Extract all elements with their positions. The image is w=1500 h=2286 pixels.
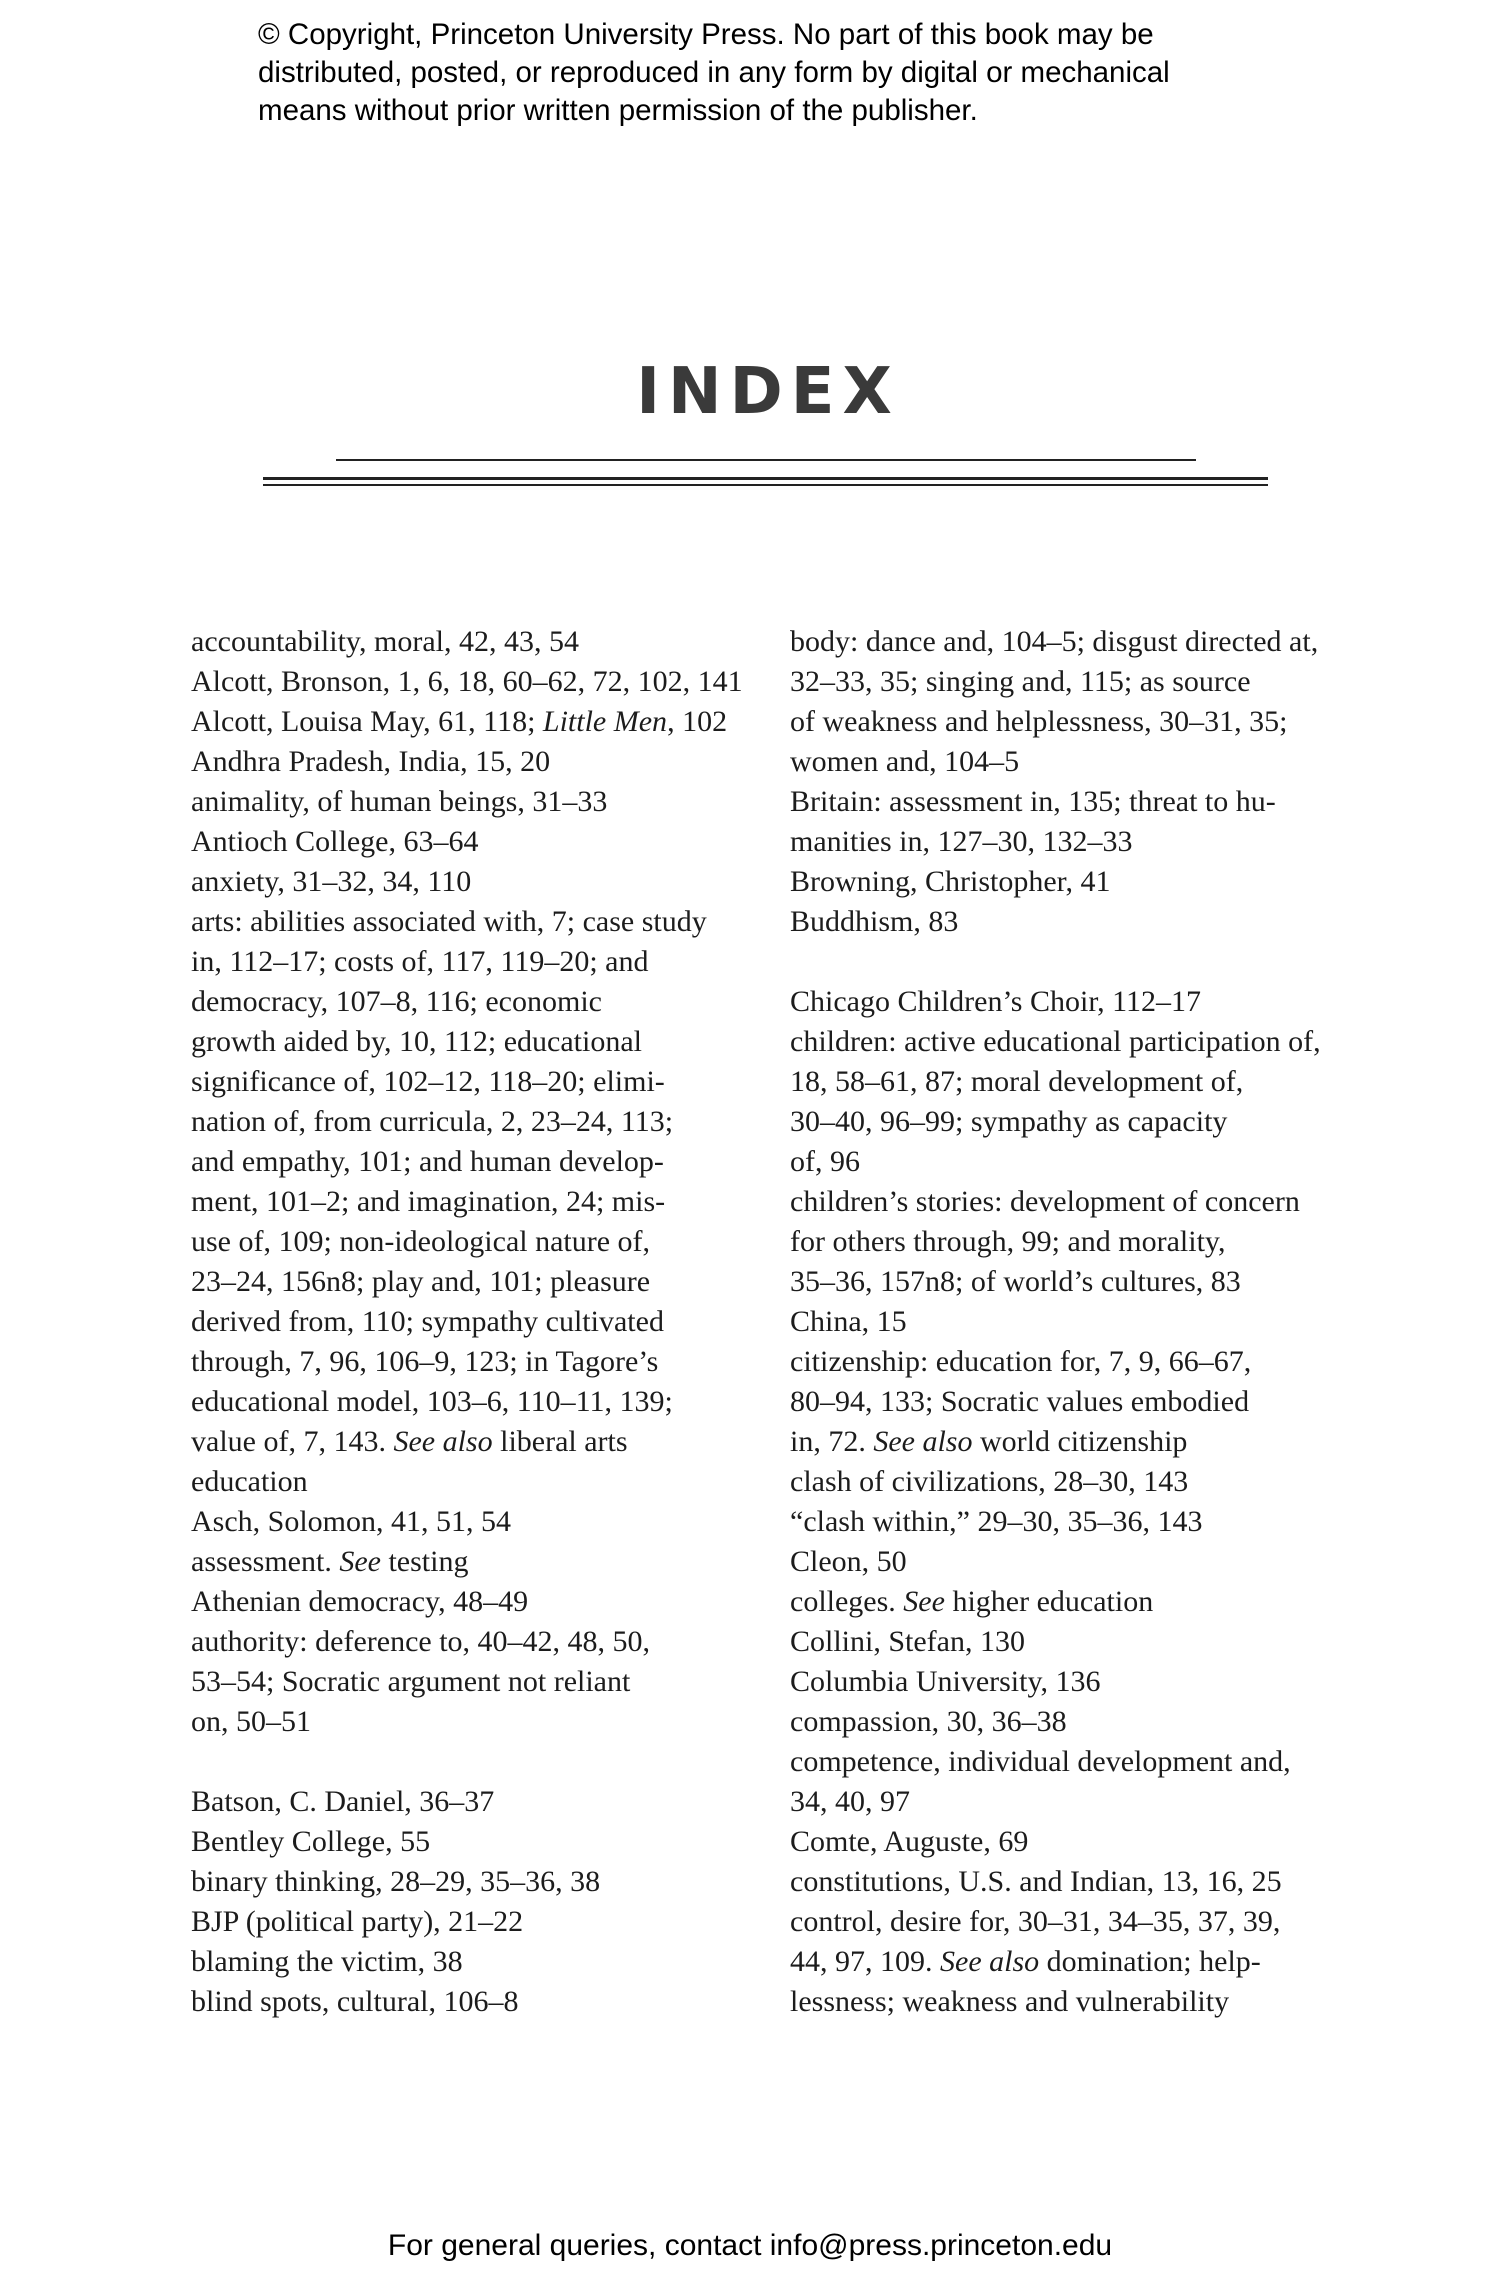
index-entry <box>790 1622 1370 1662</box>
letter-group-gap <box>790 942 1370 982</box>
index-entry-line: Comte, Auguste, 69 <box>790 1825 1029 1858</box>
index-entry <box>191 622 751 662</box>
index-entry-line: significance of, 102–12, 118–20; elimi- <box>191 1065 665 1098</box>
index-entry <box>790 1742 1370 1822</box>
index-entry-line: growth aided by, 10, 112; educational <box>191 1025 642 1058</box>
index-entry-line: clash of civilizations, 28–30, 143 <box>790 1465 1189 1498</box>
index-entry-line: women and, 104–5 <box>790 745 1020 778</box>
index-entry <box>191 1502 751 1542</box>
index-entry-line: 18, 58–61, 87; moral development of, <box>790 1065 1244 1098</box>
title-rule-double-bottom <box>263 484 1268 486</box>
index-entry-line: manities in, 127–30, 132–33 <box>790 825 1133 858</box>
index-entry <box>191 742 751 782</box>
index-entry-line: colleges. See higher education <box>790 1585 1154 1618</box>
title-rule-thin <box>336 459 1196 461</box>
index-entry-line: 23–24, 156n8; play and, 101; pleasure <box>191 1265 651 1298</box>
index-entry <box>790 1582 1370 1622</box>
index-entry-line: constitutions, U.S. and Indian, 13, 16, 25 <box>790 1865 1282 1898</box>
index-entry-line: nation of, from curricula, 2, 23–24, 113; <box>191 1105 674 1138</box>
index-entry-line: Athenian democracy, 48–49 <box>191 1585 529 1618</box>
index-entry-line: Browning, Christopher, 41 <box>790 865 1111 898</box>
index-entry-line: on, 50–51 <box>191 1705 311 1738</box>
index-entry <box>790 1662 1370 1702</box>
index-entry <box>191 1622 751 1742</box>
index-entry <box>790 1902 1370 2022</box>
index-entry <box>790 1502 1370 1542</box>
title-rule-double-top <box>263 477 1268 480</box>
index-entry <box>790 1342 1370 1462</box>
index-entry-line: lessness; weakness and vulnerability <box>790 1985 1230 2018</box>
index-entry-line: body: dance and, 104–5; disgust directed at, <box>790 625 1319 658</box>
index-entry <box>191 1902 751 1942</box>
index-entry <box>191 1942 751 1982</box>
index-entry <box>790 782 1370 862</box>
index-entry <box>191 862 751 902</box>
index-entry-line: use of, 109; non-ideological nature of, <box>191 1225 651 1258</box>
page-title: INDEX <box>636 355 900 429</box>
index-entry <box>790 902 1370 942</box>
index-entry-line: Batson, C. Daniel, 36–37 <box>191 1785 495 1818</box>
index-column-right <box>790 622 1370 2022</box>
index-entry-line: assessment. See testing <box>191 1545 469 1578</box>
index-entry-line: Asch, Solomon, 41, 51, 54 <box>191 1505 512 1538</box>
index-entry-line: animality, of human beings, 31–33 <box>191 785 608 818</box>
index-entry-line: in, 112–17; costs of, 117, 119–20; and <box>191 945 649 978</box>
index-entry-line: blind spots, cultural, 106–8 <box>191 1985 519 2018</box>
index-entry <box>191 1982 751 2022</box>
index-entry-line: derived from, 110; sympathy cultivated <box>191 1305 664 1338</box>
index-entry-line: children’s stories: development of concern <box>790 1185 1300 1218</box>
index-entry <box>790 1022 1370 1182</box>
index-entry-line: arts: abilities associated with, 7; case study <box>191 905 707 938</box>
index-entry-line: children: active educational participation of, <box>790 1025 1321 1058</box>
index-entry-line: control, desire for, 30–31, 34–35, 37, 39, <box>790 1905 1281 1938</box>
index-entry-line: in, 72. See also world citizenship <box>790 1425 1188 1458</box>
index-entry-line: 34, 40, 97 <box>790 1785 910 1818</box>
index-entry-line: binary thinking, 28–29, 35–36, 38 <box>191 1865 601 1898</box>
index-entry-line: Columbia University, 136 <box>790 1665 1101 1698</box>
index-entry-line: and empathy, 101; and human develop- <box>191 1145 664 1178</box>
index-entry <box>790 982 1370 1022</box>
index-entry-line: blaming the victim, 38 <box>191 1945 463 1978</box>
index-entry <box>790 862 1370 902</box>
index-entry <box>191 1862 751 1902</box>
index-entry-line: Cleon, 50 <box>790 1545 907 1578</box>
index-entry-line: BJP (political party), 21–22 <box>191 1905 524 1938</box>
index-entry-line: ment, 101–2; and imagination, 24; mis- <box>191 1185 666 1218</box>
index-entry <box>191 1822 751 1862</box>
index-entry-line: educational model, 103–6, 110–11, 139; <box>191 1385 673 1418</box>
index-entry <box>191 902 751 1502</box>
index-entry-line: 53–54; Socratic argument not reliant <box>191 1665 631 1698</box>
index-entry <box>191 662 751 702</box>
index-entry-line: Britain: assessment in, 135; threat to hu- <box>790 785 1276 818</box>
index-entry-line: 30–40, 96–99; sympathy as capacity <box>790 1105 1228 1138</box>
index-entry-line: competence, individual development and, <box>790 1745 1291 1778</box>
index-entry-line: “clash within,” 29–30, 35–36, 143 <box>790 1505 1203 1538</box>
index-entry-line: of, 96 <box>790 1145 860 1178</box>
index-entry-line: accountability, moral, 42, 43, 54 <box>191 625 579 658</box>
index-entry-line: Andhra Pradesh, India, 15, 20 <box>191 745 551 778</box>
index-entry-line: Bentley College, 55 <box>191 1825 431 1858</box>
copyright-line: distributed, posted, or reproduced in any form by digital or mechanical <box>258 56 1170 89</box>
index-entry-line: Alcott, Louisa May, 61, 118; Little Men, 102 <box>191 705 728 738</box>
index-entry-line: value of, 7, 143. See also liberal arts <box>191 1425 628 1458</box>
index-entry <box>790 622 1370 782</box>
copyright-line: means without prior written permission of the publisher. <box>258 94 978 127</box>
index-entry <box>191 1782 751 1822</box>
index-entry <box>790 1462 1370 1502</box>
index-entry-line: Collini, Stefan, 130 <box>790 1625 1025 1658</box>
index-entry-line: 44, 97, 109. See also domination; help- <box>790 1945 1261 1978</box>
index-entry-line: compassion, 30, 36–38 <box>790 1705 1067 1738</box>
index-entry <box>790 1302 1370 1342</box>
index-entry-line: citizenship: education for, 7, 9, 66–67, <box>790 1345 1252 1378</box>
index-entry-line: Buddhism, 83 <box>790 905 959 938</box>
copyright-line: © Copyright, Princeton University Press. No part of this book may be <box>258 18 1154 51</box>
index-entry-line: education <box>191 1465 308 1498</box>
index-entry-line: anxiety, 31–32, 34, 110 <box>191 865 472 898</box>
index-entry-line: 35–36, 157n8; of world’s cultures, 83 <box>790 1265 1241 1298</box>
index-entry-line: authority: deference to, 40–42, 48, 50, <box>191 1625 651 1658</box>
index-entry-line: China, 15 <box>790 1305 907 1338</box>
letter-group-gap <box>191 1742 751 1782</box>
index-entry-line: democracy, 107–8, 116; economic <box>191 985 602 1018</box>
index-entry <box>790 1702 1370 1742</box>
footer-contact: For general queries, contact info@press.princeton.edu <box>387 2229 1113 2262</box>
index-column-left <box>191 622 751 2022</box>
index-entry-line: of weakness and helplessness, 30–31, 35; <box>790 705 1288 738</box>
index-entry-line: 80–94, 133; Socratic values embodied <box>790 1385 1250 1418</box>
index-entry-line: through, 7, 96, 106–9, 123; in Tagore’s <box>191 1345 659 1378</box>
index-entry-line: Alcott, Bronson, 1, 6, 18, 60–62, 72, 102, 141 <box>191 665 743 698</box>
index-entry-line: 32–33, 35; singing and, 115; as source <box>790 665 1251 698</box>
index-entry-line: Chicago Children’s Choir, 112–17 <box>790 985 1201 1018</box>
index-entry <box>191 822 751 862</box>
index-entry <box>191 1582 751 1622</box>
index-entry <box>191 782 751 822</box>
index-entry <box>790 1822 1370 1862</box>
index-entry <box>191 1542 751 1582</box>
index-entry-line: for others through, 99; and morality, <box>790 1225 1226 1258</box>
index-entry-line: Antioch College, 63–64 <box>191 825 479 858</box>
index-entry <box>790 1182 1370 1302</box>
index-entry <box>790 1862 1370 1902</box>
index-entry <box>191 702 751 742</box>
copyright-notice <box>258 16 1358 130</box>
index-entry <box>790 1542 1370 1582</box>
